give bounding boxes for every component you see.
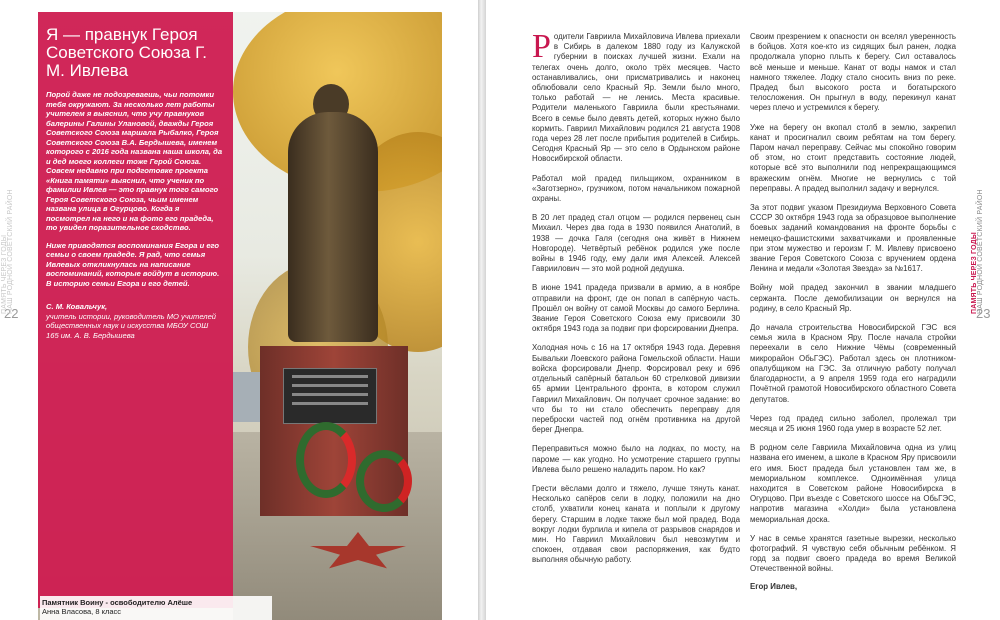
article-title: Я — правнук Героя Советского Союза Г. М. Ивлева	[46, 25, 207, 80]
paragraph: У нас в семье хранятся газетные вырезки, несколько фотографий. Я чувствую себя обычным ребёнком. Я горд за подвиг своего прадеда во время Великой Отечественной войны.	[750, 533, 956, 574]
paragraph: Войну мой прадед закончил в звании младшего сержанта. После демобилизации он вернулся на родину, в село Красный Яр.	[750, 283, 956, 313]
section-tab-title: ПАМЯТЬ ЧЕРЕЗ ГОДЫ	[1, 234, 8, 314]
soldier-statue	[288, 112, 378, 342]
photo-caption	[40, 596, 272, 620]
page-number-left: 22	[4, 306, 19, 321]
signature-name: С. М. Ковальчук,	[46, 302, 108, 311]
paragraph: Родители Гавриила Михайловича Ивлева приехали в Сибирь в далеком 1880 году из Калужской губернии в поисках лучшей жизни. Ехали на телегах очень долго, около трёх месяцев. Часто останавливались, они присматривались и наконец облюбовали село Красный Яр. Земли было много, только работай — не ленись. Места красивые. Родители маленького Гавриила были крестьянами. Всего в семье было девять детей, которых нужно было кормить. Гавриил Михайлович родился 21 августа 1908 года через 28 лет после прибытия родителей в Сибирь. Сегодня Красный Яр — это село в Ордынском районе Новосибирской области.	[532, 28, 740, 164]
drop-cap: Р	[532, 28, 551, 65]
paragraph: В родном селе Гавриила Михайловича одна из улиц названа его именем, а школе в Красном Яру присвоили его имя. Бюст прадеда был установлен там же, в мемориальном комплексе. Одноимённая улица находится в Советском районе Новосибирска в Огурцово. При въезде с Советского шоссе на ОбьГЭС, напротив магазина «Холди» была установлена мемориальная доска.	[750, 443, 956, 524]
paragraph: Грести вёслами долго и тяжело, лучше тянуть канат. Несколько сапёров сели в лодку, положили на дно столб, ухватили конец каната и поплыли к другому берегу. Старшим в лодке также был мой прадед. Вода вокруг лодки бурлила и кипела от разрывов снарядов и мин. Но Гавриил Михайлович был невозмутим и спокоен, отдавая свои распоряжения, как будто выполняя обычную работу.	[532, 483, 740, 565]
intro-paragraph: Порой даже не подозреваешь, чьи потомки тебя окружают. За несколько лет работы учителем я выяснил, что учу правнуков балерины Галины Улановой, дважды Героя Советского Союза маршала Рыбалко, Героя Советского Союза В.А. Бердышева, именем которого с 2016 года названа наша школа, да и дед моего коллеги тоже Герой Союза. Совсем недавно при подготовке проекта «Книга памяти» выяснил, что ученик по фамилии Ивлев — это правнук того самого Героя Советского Союза, чьим именем названа улица в Огурцово. Когда я посмотрел на него и на фото его прадеда, то увидел поразительное сходство.	[46, 90, 223, 232]
paragraph: Своим презрением к опасности он вселял уверенность в бойцов. Хотя кое-кто из сидящих был ранен, лодка продолжала упорно плыть к берегу. Сил оставалось всё меньше и меньше. Канат от воды намок и стал намного тяжелее. Лодку стало сносить вниз по реке. Прадед был высокого роста и богатырского телосложения. Он прыгнул в воду, перекинул канат через плечо и устремился к берегу.	[750, 32, 956, 113]
photo-caption-title: Памятник Воину - освободителю Алёше	[42, 598, 193, 607]
paragraph: Работал мой прадед пильщиком, охранником в «Заготзерно», грузчиком, потом начальником пожарной охраны.	[532, 173, 740, 204]
intro-panel	[38, 12, 233, 608]
wreath	[296, 422, 356, 498]
paragraph: До начала строительства Новосибирской ГЭС вся семья жила в Красном Яру. После начала стройки переехали в село Нижние Чёмы (современный микрорайон ОбьГЭС). Работал здесь он плотником-опалубщиком на ГЭС. За отличную работу получал благодарности, а 9 апреля 1959 года его наградили Почётной грамотой Новосибирского областного Совета депутатов.	[750, 323, 956, 404]
section-tab-subtitle: НАШ РОДНОЙ СОВЕТСКИЙ РАЙОН	[977, 189, 984, 314]
photo-caption-author: Анна Власова, 8 класс	[42, 607, 122, 616]
article-author: Егор Ивлев,	[750, 581, 798, 591]
left-page	[0, 0, 478, 620]
page-number-right: 23	[976, 306, 991, 321]
paragraph: Холодная ночь с 16 на 17 октября 1943 года. Деревня Бывальки Лоевского района Гомельской области. Наши войска форсировали Днепр. Форсировал реку и 696 отдельный сапёрный батальон 60 стрелковой дивизии 65 армии Центрального фронта, в котором служил Гавриил Михайлович. Он получает срочное задание: во что бы то ни стало обеспечить переправу для переброски частей под огнём противника на другой берег Днепра.	[532, 343, 740, 435]
section-tab-title: ПАМЯТЬ ЧЕРЕЗ ГОДЫ	[971, 232, 978, 314]
section-tab-right	[970, 189, 984, 330]
signature-role: учитель истории, руководитель МО учителей общественных наук и искусства МБОУ СОШ 165 им. А. В. Бердышева	[46, 311, 217, 340]
article-column-1	[532, 28, 740, 575]
section-tab-left	[0, 189, 14, 330]
spine	[478, 0, 486, 620]
memorial-plaque	[283, 368, 377, 424]
paragraph: В июне 1941 прадеда призвали в армию, а в ноябре отправили на фронт, где он попал в сапёрную часть. Прошёл он войну от самой Москвы до самого Берлина. Звание Героя Советского Союза ему присвоили 30 октября 1943 года за подвиг при форсировании Днепра.	[532, 283, 740, 334]
right-page	[486, 0, 1000, 620]
paragraph: Уже на берегу он вкопал столб в землю, закрепил канат и просигналил своим ребятам на том берегу. Паром начал переправу. Сейчас мы спокойно говорим об этом, но стоит представить состояние людей, которые всё это выполнили под непрекращающимся вражеским огнём. Многие не вернулись с той переправы. А прадед выполнил задачу и вернулся.	[750, 122, 956, 193]
paragraph: В 20 лет прадед стал отцом — родился первенец сын Михаил. Через два года в 1930 появился Анатолий, в 1938 — дочка Галя (сегодня она живёт в Нижнем Новгороде). Четвёртый ребёнок родился уже после войны в 1946 году, ему дали имя Алексей. Алексей Гавриилович — это мой родной дедушка.	[532, 213, 740, 274]
signature	[46, 302, 223, 340]
intro-paragraph-2: Ниже приводятся воспоминания Егора и его семьи о своем прадеде. Я рад, что семья Ивлевых откликнулась на написание воспоминаний, которые войдут в историю. В историю семьи Егора и его детей.	[46, 240, 220, 288]
article-column-2	[750, 32, 956, 592]
wreath	[356, 450, 412, 512]
paragraph: Переправиться можно было на лодках, по мосту, на пароме — как угодно. Но усмотрение старшего группы Ивлева было решено наладить паром. Но как?	[532, 444, 740, 474]
paragraph: Через год прадед сильно заболел, пролежал три месяца и 25 июня 1960 года умер в возрасте 52 лет.	[750, 413, 956, 433]
section-tab-subtitle: НАШ РОДНОЙ СОВЕТСКИЙ РАЙОН	[7, 189, 14, 314]
paragraph: За этот подвиг указом Президиума Верховного Совета СССР 30 октября 1943 года за образцовое выполнение боевых заданий командования на фронте борьбы с немецко-фашистскими захватчиками и проявленные при этом мужество и героизм Г. М. Ивлеву присвоено звание Героя Советского Союза с вручением ордена Ленина и медали «Золотая Звезда» за №1617.	[750, 203, 956, 274]
